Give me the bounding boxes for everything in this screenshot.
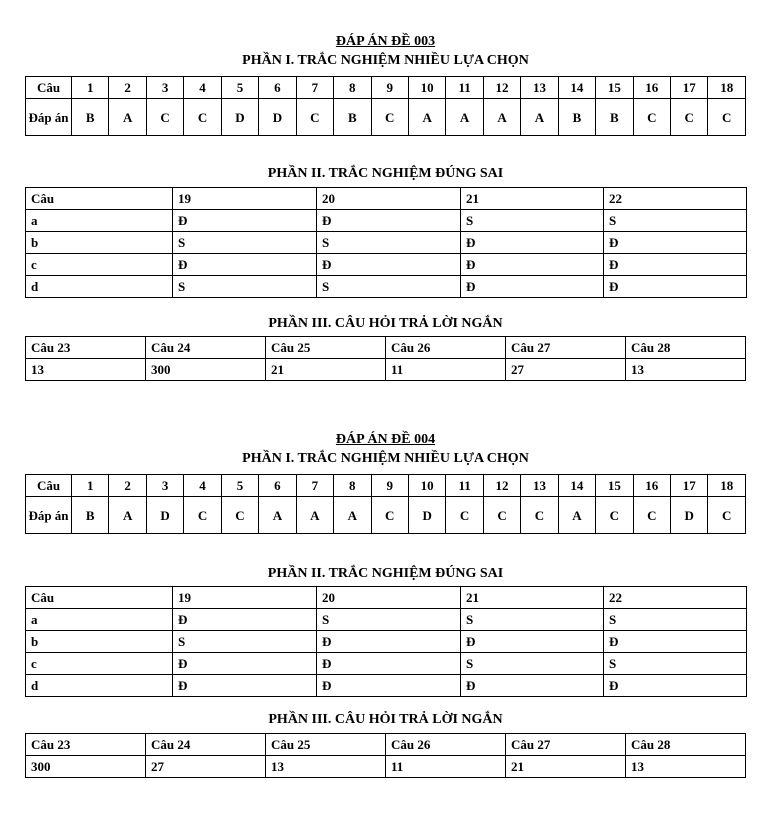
answer-cell: Đ xyxy=(461,232,604,254)
answer-cell: S xyxy=(173,631,317,653)
row-label: Đáp án xyxy=(26,99,72,136)
answer-cell: Đ xyxy=(173,609,317,631)
question-number: 7 xyxy=(296,77,333,99)
table-row xyxy=(26,653,747,675)
row-label: d xyxy=(26,675,173,697)
header-cell: 19 xyxy=(173,587,317,609)
question-number: 3 xyxy=(146,475,183,497)
answer-cell: S xyxy=(461,609,604,631)
table-row xyxy=(26,210,747,232)
header-cell: Câu 28 xyxy=(626,734,746,756)
question-number: 5 xyxy=(221,475,258,497)
answer-cell: D xyxy=(671,497,708,534)
answer-cell: Đ xyxy=(461,631,604,653)
answer-cell: Đ xyxy=(317,631,461,653)
question-number: 7 xyxy=(296,475,333,497)
row-label: c xyxy=(26,254,173,276)
answer-cell: Đ xyxy=(317,210,461,232)
row-label: Câu xyxy=(26,77,72,99)
question-number: 13 xyxy=(521,77,558,99)
table-row xyxy=(26,675,747,697)
answer-cell: Đ xyxy=(461,276,604,298)
question-number: 16 xyxy=(633,77,670,99)
answer-cell: D xyxy=(146,497,183,534)
answer-cell: Đ xyxy=(173,210,317,232)
answer-cell: D xyxy=(259,99,296,136)
exam-title: ĐÁP ÁN ĐỀ 004 xyxy=(335,432,436,447)
question-number: 6 xyxy=(259,475,296,497)
part1-title: PHẦN I. TRẮC NGHIỆM NHIỀU LỰA CHỌN xyxy=(242,451,529,466)
answer-cell: 13 xyxy=(626,756,746,778)
question-number: 8 xyxy=(334,475,371,497)
answer-cell: A xyxy=(408,99,445,136)
answer-cell: A xyxy=(334,497,371,534)
row-label: Câu xyxy=(26,475,72,497)
row-label: b xyxy=(26,232,173,254)
answer-cell: S xyxy=(461,653,604,675)
part2-table xyxy=(25,187,747,298)
answer-cell: C xyxy=(184,99,221,136)
answer-cell: A xyxy=(109,99,146,136)
header-cell: 21 xyxy=(461,587,604,609)
question-number: 12 xyxy=(483,475,520,497)
table-row xyxy=(26,188,747,210)
answer-cell: Đ xyxy=(604,675,747,697)
header-cell: 21 xyxy=(461,188,604,210)
answer-cell: C xyxy=(221,497,258,534)
header-cell: Câu 24 xyxy=(146,337,266,359)
answer-cell: C xyxy=(708,497,746,534)
question-number: 16 xyxy=(633,475,670,497)
header-cell: Câu 26 xyxy=(386,734,506,756)
question-number: 18 xyxy=(708,77,746,99)
answer-cell: B xyxy=(72,99,109,136)
answer-cell: C xyxy=(371,99,408,136)
answer-cell: Đ xyxy=(317,653,461,675)
header-cell: Câu 26 xyxy=(386,337,506,359)
header-cell: Câu 23 xyxy=(26,734,146,756)
answer-cell: D xyxy=(408,497,445,534)
answer-cell: C xyxy=(296,99,333,136)
answer-cell: A xyxy=(446,99,483,136)
question-number: 2 xyxy=(109,77,146,99)
answer-cell: C xyxy=(446,497,483,534)
header-cell: 20 xyxy=(317,587,461,609)
question-number: 6 xyxy=(259,77,296,99)
header-cell: Câu 27 xyxy=(506,337,626,359)
header-cell: Câu xyxy=(26,587,173,609)
answer-cell: Đ xyxy=(173,254,317,276)
question-number: 12 xyxy=(483,77,520,99)
header-cell: Câu 25 xyxy=(266,337,386,359)
answer-cell: A xyxy=(296,497,333,534)
answer-cell: 13 xyxy=(266,756,386,778)
answer-cell: Đ xyxy=(317,254,461,276)
answer-cell: S xyxy=(317,609,461,631)
table-row xyxy=(26,232,747,254)
table-row xyxy=(26,609,747,631)
header-cell: 22 xyxy=(604,587,747,609)
row-label: a xyxy=(26,210,173,232)
question-number: 4 xyxy=(184,475,221,497)
answer-cell: C xyxy=(184,497,221,534)
answer-cell: D xyxy=(221,99,258,136)
answer-cell: B xyxy=(72,497,109,534)
header-cell: Câu 27 xyxy=(506,734,626,756)
part3-title: PHẦN III. CÂU HỎI TRẢ LỜI NGẮN xyxy=(268,712,503,727)
table-row xyxy=(26,276,747,298)
header-cell: Câu 24 xyxy=(146,734,266,756)
table-row xyxy=(26,756,746,778)
table-row xyxy=(26,254,747,276)
answer-row xyxy=(26,99,746,136)
answer-cell: 21 xyxy=(506,756,626,778)
answer-cell: Đ xyxy=(604,276,747,298)
part1-table xyxy=(25,474,746,534)
answer-cell: C xyxy=(671,99,708,136)
answer-cell: Đ xyxy=(317,675,461,697)
answer-cell: S xyxy=(173,276,317,298)
question-number: 15 xyxy=(596,475,633,497)
answer-cell: C xyxy=(633,99,670,136)
answer-cell: C xyxy=(146,99,183,136)
question-number: 14 xyxy=(558,77,595,99)
table-row xyxy=(26,359,746,381)
answer-cell: S xyxy=(461,210,604,232)
header-cell: 20 xyxy=(317,188,461,210)
answer-cell: C xyxy=(708,99,746,136)
answer-cell: C xyxy=(633,497,670,534)
question-number: 2 xyxy=(109,475,146,497)
answer-cell: 27 xyxy=(146,756,266,778)
question-number: 1 xyxy=(72,77,109,99)
answer-cell: C xyxy=(483,497,520,534)
answer-cell: C xyxy=(371,497,408,534)
answer-cell: Đ xyxy=(461,675,604,697)
answer-cell: Đ xyxy=(461,254,604,276)
question-row xyxy=(26,77,746,99)
row-label: b xyxy=(26,631,173,653)
row-label: d xyxy=(26,276,173,298)
table-row xyxy=(26,337,746,359)
question-number: 1 xyxy=(72,475,109,497)
table-row xyxy=(26,631,747,653)
answer-cell: B xyxy=(596,99,633,136)
part2-title: PHẦN II. TRẮC NGHIỆM ĐÚNG SAI xyxy=(267,166,504,181)
answer-cell: 300 xyxy=(26,756,146,778)
answer-cell: Đ xyxy=(604,254,747,276)
question-number: 17 xyxy=(671,77,708,99)
header-cell: Câu 23 xyxy=(26,337,146,359)
answer-cell: A xyxy=(558,497,595,534)
question-number: 11 xyxy=(446,77,483,99)
answer-cell: 11 xyxy=(386,756,506,778)
answer-cell: B xyxy=(558,99,595,136)
answer-cell: S xyxy=(604,609,747,631)
answer-cell: C xyxy=(596,497,633,534)
part3-table xyxy=(25,336,746,381)
answer-cell: C xyxy=(521,497,558,534)
answer-cell: A xyxy=(521,99,558,136)
question-number: 18 xyxy=(708,475,746,497)
answer-cell: A xyxy=(109,497,146,534)
part2-title: PHẦN II. TRẮC NGHIỆM ĐÚNG SAI xyxy=(267,566,504,581)
part3-table xyxy=(25,733,746,778)
answer-cell: Đ xyxy=(173,653,317,675)
answer-cell: 13 xyxy=(626,359,746,381)
question-number: 4 xyxy=(184,77,221,99)
question-number: 9 xyxy=(371,77,408,99)
question-number: 9 xyxy=(371,475,408,497)
answer-cell: S xyxy=(317,232,461,254)
question-number: 10 xyxy=(408,77,445,99)
question-number: 15 xyxy=(596,77,633,99)
answer-cell: S xyxy=(604,653,747,675)
header-cell: 19 xyxy=(173,188,317,210)
answer-cell: 21 xyxy=(266,359,386,381)
question-number: 17 xyxy=(671,475,708,497)
answer-row xyxy=(26,497,746,534)
answer-cell: S xyxy=(173,232,317,254)
answer-cell: 13 xyxy=(26,359,146,381)
answer-cell: S xyxy=(604,210,747,232)
question-number: 14 xyxy=(558,475,595,497)
answer-cell: Đ xyxy=(173,675,317,697)
part2-table xyxy=(25,586,747,697)
question-number: 8 xyxy=(334,77,371,99)
part3-title: PHẦN III. CÂU HỎI TRẢ LỜI NGẮN xyxy=(268,316,503,331)
header-cell: Câu xyxy=(26,188,173,210)
question-number: 13 xyxy=(521,475,558,497)
answer-cell: Đ xyxy=(604,232,747,254)
question-row xyxy=(26,475,746,497)
row-label: c xyxy=(26,653,173,675)
question-number: 11 xyxy=(446,475,483,497)
answer-cell: A xyxy=(483,99,520,136)
question-number: 10 xyxy=(408,475,445,497)
question-number: 5 xyxy=(221,77,258,99)
answer-cell: 300 xyxy=(146,359,266,381)
exam-title: ĐÁP ÁN ĐỀ 003 xyxy=(335,34,436,49)
question-number: 3 xyxy=(146,77,183,99)
header-cell: Câu 28 xyxy=(626,337,746,359)
answer-cell: Đ xyxy=(604,631,747,653)
answer-cell: 11 xyxy=(386,359,506,381)
answer-cell: 27 xyxy=(506,359,626,381)
answer-cell: S xyxy=(317,276,461,298)
row-label: a xyxy=(26,609,173,631)
row-label: Đáp án xyxy=(26,497,72,534)
table-row xyxy=(26,587,747,609)
table-row xyxy=(26,734,746,756)
header-cell: Câu 25 xyxy=(266,734,386,756)
part1-table xyxy=(25,76,746,136)
answer-cell: B xyxy=(334,99,371,136)
answer-cell: A xyxy=(259,497,296,534)
part1-title: PHẦN I. TRẮC NGHIỆM NHIỀU LỰA CHỌN xyxy=(242,53,529,68)
header-cell: 22 xyxy=(604,188,747,210)
